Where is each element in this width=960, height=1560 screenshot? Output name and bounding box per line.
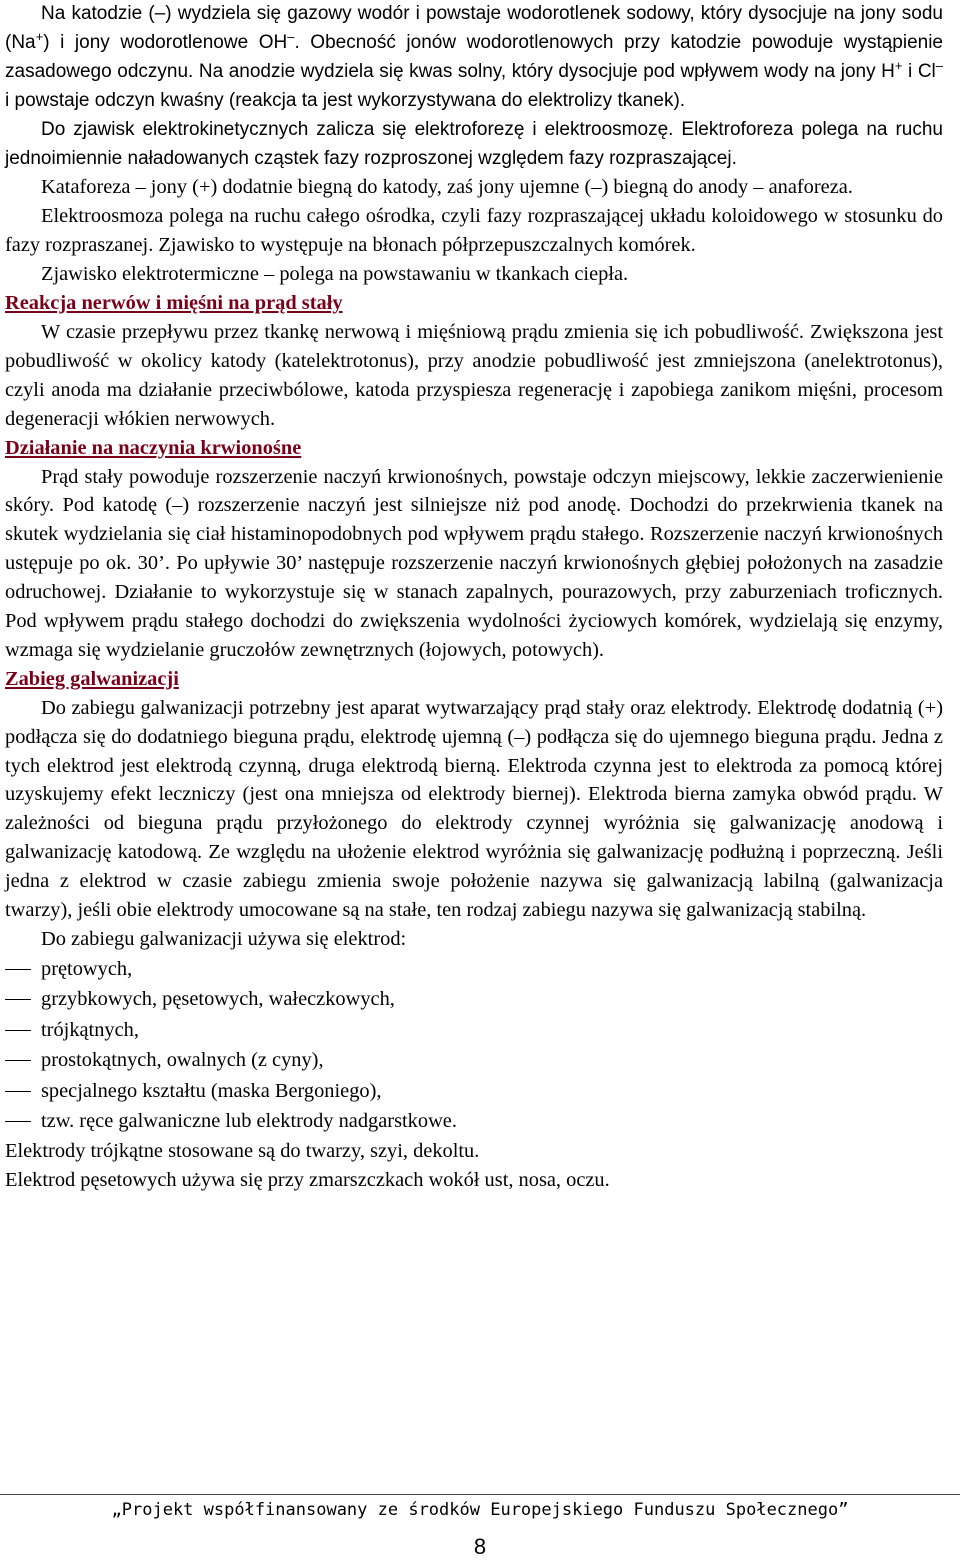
footer-divider (0, 1494, 960, 1495)
list-item: prostokątnych, owalnych (z cyny), (5, 1045, 943, 1076)
list-item: prętowych, (5, 954, 943, 985)
paragraph-electroosmosis: Elektroosmoza polega na ruchu całego ośrodka, czyli fazy rozpraszającej układu koloidowego w stosunku do fazy rozpraszanej. Zjawisko to występuje na błonach półprzepuszczalnych komórek. (5, 205, 943, 257)
paragraph-cataphoresis: Kataforeza – jony (+) dodatnie biegną do katody, zaś jony ujemne (–) biegną do anody – anaforeza. (41, 176, 853, 199)
paragraph-triangular: Elektrody trójkątne stosowane są do twarzy, szyi, dekoltu. (5, 1139, 480, 1162)
paragraph-electrodes-intro: Do zabiegu galwanizacji używa się elektrod: (41, 928, 407, 950)
paragraph-galvanization: Do zabiegu galwanizacji potrzebny jest aparat wytwarzający prąd stały oraz elektrody. Elektrodę dodatnią (+) podłącza się do dodatniego bieguna prądu, elektrodę ujemną (–) podłącza się do ujemnego bieguna prądu. Jedna z tych elektrod jest elektrodą czynną, druga elektrodą bierną. Elektroda czynna jest to elektroda za pomocą której uzyskujemy efekt leczniczy (jest ona mniejsza od elektrody biernej). Elektroda bierna zamyka obwód prądu. W zależności od bieguna prądu przyłożonego do elektrody czynnej wyróżnia się galwanizację anodową i galwanizację katodową. Ze względu na ułożenie elektrod wyróżnia się galwanizację podłużną i poprzeczną. Jeśli jedna z elektrod w czasie zabiegu zmienia swoje położenie nazywa się galwanizacją labilną (galwanizacja twarzy), jeśli obie elektrody umocowane są na stałe, ten rodzaj zabiegu nazywa się galwanizacją stabilną. (5, 696, 943, 922)
paragraph-vessels: Prąd stały powoduje rozszerzenie naczyń krwionośnych, powstaje odczyn miejscowy, lekkie zaczerwienienie skóry. Pod katodę (–) rozszerzenie naczyń jest silniejsze niż pod anodę. Dochodzi do przekrwienia tkanek na skutek wydzielania się ciał histaminopodobnych pod wpływem prądu stałego. Rozszerzenie naczyń krwionośnych ustępuje po ok. 30’. Po upływie 30’ następuje rozszerzenie naczyń krwionośnych głębiej położonych na zasadzie odruchowej. Działanie to wykorzystuje się w stanach zapalnych, pourazowych, przy zaburzeniach troficznych. Pod wpływem prądu stałego dochodzi do zwiększenia wydolności życiowych komórek, wydzielają się enzymy, wzmaga się wydzielanie gruczołów zewnętrznych (łojowych, potowych). (5, 465, 943, 661)
footer-text: „Projekt współfinansowany ze środków Europejskiego Funduszu Społecznego” (111, 1500, 849, 1520)
section-heading-galvanization: Zabieg galwanizacji (5, 667, 179, 690)
list-item: tzw. ręce galwaniczne lub elektrody nadgarstkowe. (5, 1106, 943, 1137)
paragraph-nerves: W czasie przepływu przez tkankę nerwową i mięśniową prądu zmienia się ich pobudliwość. Zwiększona jest pobudliwość w okolicy katody (katelektrotonus), przy anodzie pobudliwość jest zmniejszona (anelektrotonus), czyli anoda ma działanie przeciwbólowe, katoda przyspiesza regenerację i zapobiega zanikom mięśni, procesom degeneracji włókien nerwowych. (5, 320, 943, 430)
page-number: 8 (473, 1534, 487, 1559)
document-body (5, 0, 943, 1195)
electrode-list (5, 954, 943, 1137)
section-heading-vessels: Działanie na naczynia krwionośne (5, 436, 302, 459)
paragraph-electrothermal: Zjawisko elektrotermiczne – polega na powstawaniu w tkankach ciepła. (41, 263, 629, 286)
list-item: trójkątnych, (5, 1015, 943, 1046)
paragraph-electrolysis: Na katodzie (–) wydziela się gazowy wodór i powstaje wodorotlenek sodowy, który dysocjuje na jony sodu (Na+) i jony wodorotlenowe OH–. Obecność jonów wodorotlenowych przy katodzie powoduje wystąpienie zasadowego odczynu. Na anodzie wydziela się kwas solny, który dysocjuje pod wpływem wody na jony H+ i Cl– i powstaje odczyn kwaśny (reakcja ta jest wykorzystywana do elektrolizy tkanek). (5, 3, 943, 111)
paragraph-tweezer: Elektrod pęsetowych używa się przy zmarszczkach wokół ust, nosa, oczu. (5, 1168, 610, 1191)
paragraph-electrokinetic: Do zjawisk elektrokinetycznych zalicza się elektroforezę i elektroosmozę. Elektroforeza polega na ruchu jednoimiennie naładowanych cząstek fazy rozproszonej względem fazy rozpraszającej. (5, 118, 943, 169)
list-item: specjalnego kształtu (maska Bergoniego), (5, 1076, 943, 1107)
section-heading-nerves: Reakcja nerwów i mięśni na prąd stały (5, 292, 343, 315)
list-item: grzybkowych, pęsetowych, wałeczkowych, (5, 984, 943, 1015)
